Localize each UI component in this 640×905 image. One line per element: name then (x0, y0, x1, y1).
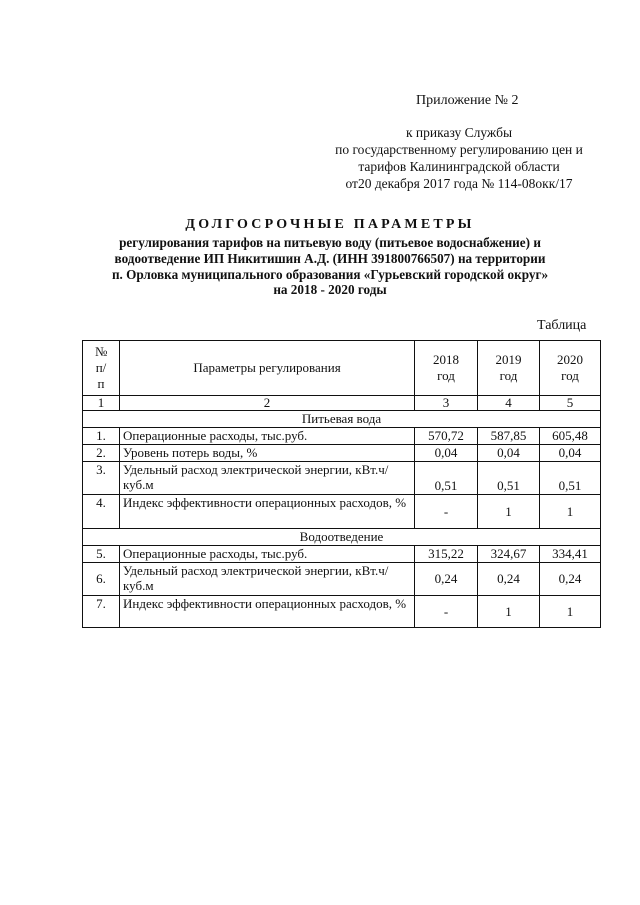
row-value-2018: 0,24 (415, 563, 478, 596)
row-number: 3. (83, 462, 120, 495)
col-header-2018: 2018 год (415, 341, 478, 396)
column-number: 3 (415, 396, 478, 411)
table-row (83, 428, 601, 445)
appendix-title: Приложение № 2 (416, 93, 519, 108)
row-value-2019: 0,04 (478, 445, 540, 462)
row-value-2019: 324,67 (478, 546, 540, 563)
table-row (83, 546, 601, 563)
row-value-2020: 0,51 (540, 462, 601, 495)
column-number: 4 (478, 396, 540, 411)
row-value-2019: 0,51 (478, 462, 540, 495)
column-number-row (83, 396, 601, 411)
table-row (83, 495, 601, 529)
order-reference (320, 124, 598, 192)
table-row (83, 596, 601, 628)
table-header-row (83, 341, 601, 396)
order-line: по государственному регулированию цен и (335, 142, 583, 157)
row-value-2020: 1 (540, 495, 601, 529)
section-title: Водоотведение (83, 529, 601, 546)
row-value-2018: - (415, 495, 478, 529)
row-number: 2. (83, 445, 120, 462)
row-value-2019: 1 (478, 596, 540, 628)
col-header-2019: 2019 год (478, 341, 540, 396)
order-line: к приказу Службы (405, 125, 513, 140)
heading-line: п. Орловка муниципального образования «Гурьевский городской округ» (111, 266, 549, 282)
col-header-num: № п/ п (83, 341, 120, 396)
column-number: 2 (120, 396, 415, 411)
heading-line: водоотведение ИП Никитишин А.Д. (ИНН 391800766507) на территории (114, 250, 546, 266)
row-value-2019: 1 (478, 495, 540, 529)
row-param: Операционные расходы, тыс.руб. (120, 428, 415, 445)
document-heading (60, 217, 600, 298)
row-value-2020: 0,24 (540, 563, 601, 596)
row-value-2018: 315,22 (415, 546, 478, 563)
section-title: Питьевая вода (83, 411, 601, 428)
col-header-param: Параметры регулирования (120, 341, 415, 396)
row-value-2018: 0,51 (415, 462, 478, 495)
column-number: 5 (540, 396, 601, 411)
row-value-2020: 605,48 (540, 428, 601, 445)
table-row (83, 563, 601, 596)
row-number: 5. (83, 546, 120, 563)
row-value-2018: 0,04 (415, 445, 478, 462)
heading-title: ДОЛГОСРОЧНЫЕ ПАРАМЕТРЫ (185, 217, 475, 232)
section-row (83, 411, 601, 428)
row-value-2018: 570,72 (415, 428, 478, 445)
parameters-table (82, 340, 601, 628)
table-caption: Таблица (537, 318, 587, 333)
row-number: 6. (83, 563, 120, 596)
row-number: 7. (83, 596, 120, 628)
row-param: Операционные расходы, тыс.руб. (120, 546, 415, 563)
row-value-2019: 0,24 (478, 563, 540, 596)
heading-line: на 2018 - 2020 годы (273, 282, 387, 298)
column-number: 1 (83, 396, 120, 411)
row-param: Уровень потерь воды, % (120, 445, 415, 462)
row-value-2020: 1 (540, 596, 601, 628)
col-header-2020: 2020 год (540, 341, 601, 396)
table-row (83, 445, 601, 462)
row-value-2018: - (415, 596, 478, 628)
row-number: 4. (83, 495, 120, 529)
heading-line: регулирования тарифов на питьевую воду (питьевое водоснабжение) и (119, 235, 541, 250)
row-param: Удельный расход электрической энергии, кВт.ч/куб.м (120, 563, 415, 596)
order-line: тарифов Калининградской области (358, 159, 560, 174)
table-row (83, 462, 601, 495)
row-value-2020: 0,04 (540, 445, 601, 462)
section-row (83, 529, 601, 546)
row-param: Удельный расход электрической энергии, кВт.ч/куб.м (120, 462, 415, 495)
row-value-2020: 334,41 (540, 546, 601, 563)
row-param: Индекс эффективности операционных расходов, % (120, 596, 415, 628)
order-line: от20 декабря 2017 года № 114-08окк/17 (345, 176, 573, 191)
row-number: 1. (83, 428, 120, 445)
row-value-2019: 587,85 (478, 428, 540, 445)
row-param: Индекс эффективности операционных расходов, % (120, 495, 415, 529)
